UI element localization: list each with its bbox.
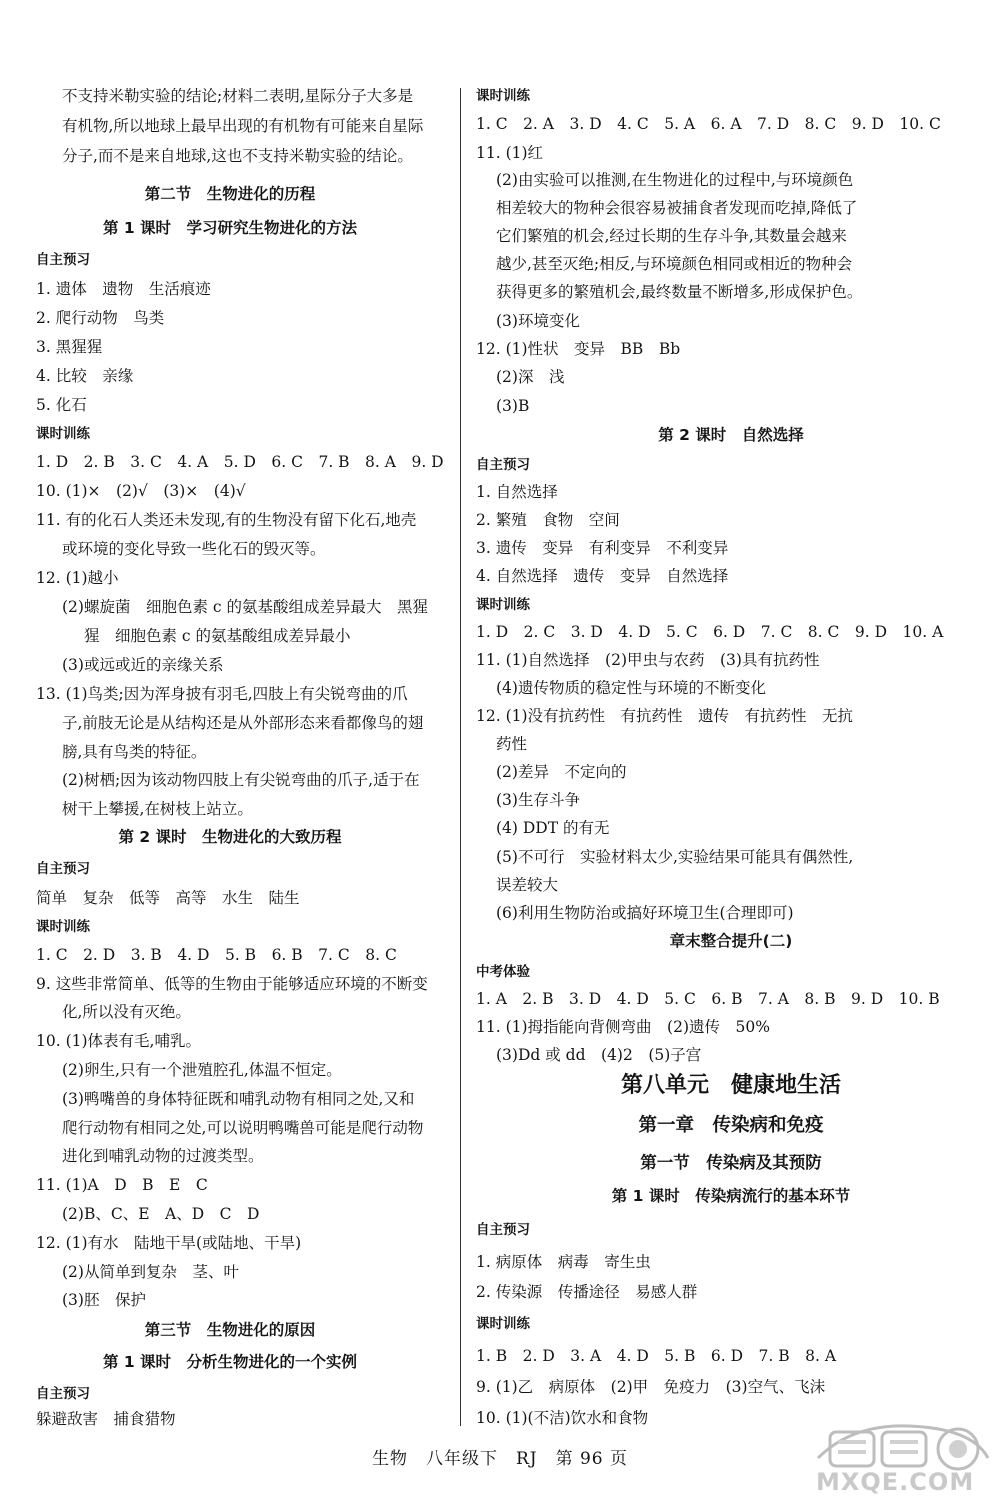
- text-line: 1. 自然选择: [476, 483, 558, 501]
- text-line: (2)卵生,只有一个泄殖腔孔,体温不恒定。: [62, 1061, 342, 1079]
- answer-line: 10. (1)× (2)√ (3)× (4)√: [36, 482, 246, 500]
- subsection-label: 自主预习: [36, 861, 90, 877]
- text-line: 或环境的变化导致一些化石的毁灭等。: [62, 540, 326, 558]
- text-line: (3)生存斗争: [496, 791, 580, 809]
- text-line: 2. 传染源 传播途径 易感人群: [476, 1283, 698, 1301]
- text-line: 1. 遗体 遗物 生活痕迹: [36, 280, 211, 298]
- text-line: (3)鸭嘴兽的身体特征既和哺乳动物有相同之处,又和: [62, 1090, 415, 1108]
- text-line: 有机物,所以地球上最早出现的有机物有可能来自星际: [62, 117, 424, 135]
- text-line: (3)或远或近的亲缘关系: [62, 656, 224, 674]
- subsection-label: 课时训练: [476, 1316, 530, 1332]
- text-line: 相差较大的物种会很容易被捕食者发现而吃掉,降低了: [496, 199, 858, 217]
- text-line: 3. 遗传 变异 有利变异 不利变异: [476, 539, 729, 557]
- subsection-label: 课时训练: [36, 426, 90, 442]
- text-line: 2. 爬行动物 鸟类: [36, 309, 165, 327]
- text-line: 越少,甚至灭绝;相反,与环境颜色相同或相近的物种会: [496, 255, 853, 273]
- answer-line: 1. A 2. B 3. D 4. D 5. C 6. B 7. A 8. B 9. D 10. B: [476, 990, 940, 1008]
- text-line: (2)树栖;因为该动物四肢上有尖锐弯曲的爪子,适于在: [62, 771, 420, 789]
- page-footer: 生物 八年级下 RJ 第 96 页: [371, 1449, 629, 1469]
- text-line: 12. (1)越小: [36, 569, 119, 587]
- subsection-label: 自主预习: [36, 252, 90, 268]
- text-line: 分子,而不是来自地球,这也不支持米勒实验的结论。: [62, 147, 413, 165]
- text-line: (2)由实验可以推测,在生物进化的过程中,与环境颜色: [496, 171, 854, 189]
- text-line: (5)不可行 实验材料太少,实验结果可能具有偶然性,: [496, 848, 854, 866]
- answer-line: 1. B 2. D 3. A 4. D 5. B 6. D 7. B 8. A: [476, 1347, 837, 1365]
- text-line: 膀,具有鸟类的特征。: [62, 743, 207, 761]
- text-line: 13. (1)鸟类;因为浑身披有羽毛,四肢上有尖锐弯曲的爪: [36, 685, 408, 703]
- section-heading: 第二节 生物进化的历程: [144, 185, 316, 203]
- text-line: (2)深 浅: [496, 368, 565, 386]
- text-line: 11. (1)红: [476, 144, 544, 162]
- chapter-title: 第一章 传染病和免疫: [638, 1115, 824, 1136]
- text-line: 躲避敌害 捕食猎物: [36, 1410, 176, 1428]
- text-line: (6)利用生物防治或搞好环境卫生(合理即可): [496, 904, 794, 922]
- text-line: 12. (1)没有抗药性 有抗药性 遗传 有抗药性 无抗: [476, 707, 854, 725]
- text-line: (4) DDT 的有无: [496, 819, 610, 837]
- column-divider: [460, 88, 461, 1426]
- text-line: 爬行动物有相同之处,可以说明鸭嘴兽可能是爬行动物: [62, 1119, 424, 1137]
- lesson-heading: 第 2 课时 自然选择: [658, 426, 804, 444]
- subsection-label: 自主预习: [36, 1386, 90, 1402]
- text-line: 子,前肢无论是从结构还是从外部形态来看都像鸟的翅: [62, 714, 424, 732]
- text-line: 进化到哺乳动物的过渡类型。: [62, 1147, 264, 1165]
- text-line: 9. 这些非常简单、低等的生物由于能够适应环境的不断变: [36, 975, 428, 993]
- text-line: 11. (1)A D B E C: [36, 1176, 208, 1194]
- answer-line: 1. C 2. A 3. D 4. C 5. A 6. A 7. D 8. C 9. D 10. C: [476, 115, 941, 133]
- text-line: 3. 黑猩猩: [36, 338, 103, 356]
- text-line: 误差较大: [496, 876, 559, 894]
- text-line: (3)环境变化: [496, 312, 580, 330]
- text-line: (3)胚 保护: [62, 1291, 146, 1309]
- text-line: (3)Dd 或 dd (4)2 (5)子宫: [496, 1046, 702, 1064]
- text-line: 药性: [496, 735, 528, 753]
- text-line: (2)B、C、E A、D C D: [62, 1205, 260, 1223]
- text-line: (4)遗传物质的稳定性与环境的不断变化: [496, 679, 766, 697]
- text-line: 2. 繁殖 食物 空间: [476, 511, 620, 529]
- text-line: 5. 化石: [36, 396, 87, 414]
- text-line: 不支持米勒实验的结论;材料二表明,星际分子大多是: [62, 87, 414, 105]
- text-line: 11. 有的化石人类还未发现,有的生物没有留下化石,地壳: [36, 511, 417, 529]
- text-line: 10. (1)体表有毛,哺乳。: [36, 1032, 201, 1050]
- text-line: 12. (1)性状 变异 BB Bb: [476, 340, 681, 358]
- text-line: 12. (1)有水 陆地干旱(或陆地、干旱): [36, 1234, 302, 1252]
- text-line: 4. 比较 亲缘: [36, 367, 134, 385]
- text-line: (2)从简单到复杂 茎、叶: [62, 1263, 239, 1281]
- answer-line: 1. C 2. D 3. B 4. D 5. B 6. B 7. C 8. C: [36, 946, 397, 964]
- unit-title: 第八单元 健康地生活: [620, 1073, 841, 1098]
- subsection-label: 课时训练: [36, 919, 90, 935]
- answer-line: 1. D 2. C 3. D 4. D 5. C 6. D 7. C 8. C 9. D 10. A: [476, 623, 944, 641]
- subsection-label: 中考体验: [476, 964, 530, 980]
- section-heading: 第三节 生物进化的原因: [144, 1321, 316, 1339]
- text-line: 简单 复杂 低等 高等 水生 陆生: [36, 889, 300, 907]
- text-line: 1. 病原体 病毒 寄生虫: [476, 1253, 651, 1271]
- watermark-logo-text: 答案圈: [901, 1460, 905, 1461]
- text-line: 树干上攀援,在树枝上站立。: [62, 800, 253, 818]
- answer-line: 1. D 2. B 3. C 4. A 5. D 6. C 7. B 8. A 9. D: [36, 453, 444, 471]
- text-line: 它们繁殖的机会,经过长期的生存斗争,其数量会越来: [496, 227, 847, 245]
- section-heading: 第一节 传染病及其预防: [640, 1153, 822, 1172]
- text-line: 4. 自然选择 遗传 变异 自然选择: [476, 567, 729, 585]
- text-line: 化,所以没有灭绝。: [62, 1003, 191, 1021]
- lesson-heading: 第 1 课时 传染病流行的基本环节: [611, 1187, 851, 1205]
- text-line: 11. (1)自然选择 (2)甲虫与农药 (3)具有抗药性: [476, 651, 820, 669]
- text-line: (2)差异 不定向的: [496, 763, 627, 781]
- subsection-label: 自主预习: [476, 457, 530, 473]
- watermark-site: MXQE.COM: [816, 1468, 975, 1496]
- text-line: 11. (1)拇指能向背侧弯曲 (2)遗传 50%: [476, 1018, 770, 1036]
- subsection-label: 课时训练: [476, 597, 530, 613]
- text-line: 猩 细胞色素 c 的氨基酸组成差异最小: [84, 627, 351, 645]
- lesson-heading: 第 1 课时 学习研究生物进化的方法: [102, 219, 358, 237]
- lesson-heading: 第 1 课时 分析生物进化的一个实例: [102, 1353, 358, 1371]
- lesson-heading: 第 2 课时 生物进化的大致历程: [118, 828, 342, 846]
- text-line: (3)B: [496, 397, 530, 415]
- text-line: (2)螺旋菌 细胞色素 c 的氨基酸组成差异最大 黑猩: [62, 598, 428, 616]
- subsection-label: 课时训练: [476, 88, 530, 104]
- text-line: 10. (1)(不洁)饮水和食物: [476, 1409, 649, 1427]
- subsection-label: 自主预习: [476, 1222, 530, 1238]
- text-line: 9. (1)乙 病原体 (2)甲 免疫力 (3)空气、飞沫: [476, 1378, 826, 1396]
- text-line: 获得更多的繁殖机会,最终数量不断增多,形成保护色。: [496, 283, 863, 301]
- chapter-review-heading: 章末整合提升(二): [669, 932, 793, 950]
